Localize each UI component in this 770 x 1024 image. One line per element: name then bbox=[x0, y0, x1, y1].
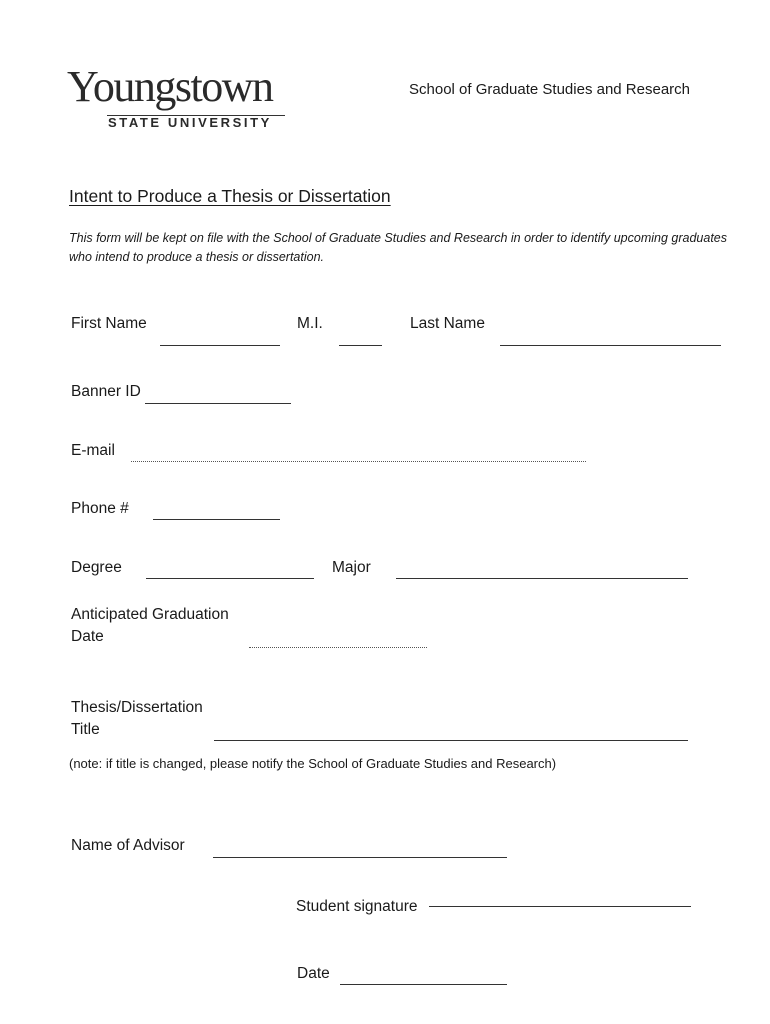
major-label: Major bbox=[332, 559, 371, 576]
first-name-field[interactable] bbox=[160, 345, 280, 346]
email-label: E-mail bbox=[71, 442, 115, 459]
thesis-title-field[interactable] bbox=[214, 740, 688, 741]
advisor-label: Name of Advisor bbox=[71, 837, 185, 854]
graduation-date-label-line1: Anticipated Graduation bbox=[71, 606, 229, 623]
last-name-label: Last Name bbox=[410, 315, 485, 332]
university-logo-wordmark: Youngstown bbox=[67, 62, 273, 111]
degree-field[interactable] bbox=[146, 578, 314, 579]
form-title: Intent to Produce a Thesis or Dissertation bbox=[69, 186, 391, 206]
graduation-date-label-line2: Date bbox=[71, 628, 104, 645]
university-logo-subtitle: STATE UNIVERSITY bbox=[108, 115, 272, 130]
graduation-date-field[interactable] bbox=[249, 647, 427, 648]
signature-label: Student signature bbox=[296, 898, 418, 915]
first-name-label: First Name bbox=[71, 315, 147, 332]
signature-field[interactable] bbox=[429, 906, 691, 907]
school-name: School of Graduate Studies and Research bbox=[409, 81, 691, 98]
thesis-title-label-line2: Title bbox=[71, 721, 100, 738]
last-name-field[interactable] bbox=[500, 345, 721, 346]
banner-id-field[interactable] bbox=[145, 403, 291, 404]
mi-field[interactable] bbox=[339, 345, 382, 346]
advisor-field[interactable] bbox=[213, 857, 507, 858]
banner-id-label: Banner ID bbox=[71, 383, 141, 400]
date-label: Date bbox=[297, 965, 330, 982]
date-field[interactable] bbox=[340, 984, 507, 985]
phone-field[interactable] bbox=[153, 519, 280, 520]
major-field[interactable] bbox=[396, 578, 688, 579]
email-field[interactable] bbox=[131, 461, 586, 462]
thesis-title-label-line1: Thesis/Dissertation bbox=[71, 699, 203, 716]
degree-label: Degree bbox=[71, 559, 122, 576]
phone-label: Phone # bbox=[71, 500, 129, 517]
mi-label: M.I. bbox=[297, 315, 323, 332]
form-intro: This form will be kept on file with the School of Graduate Studies and Research in order to identify upcoming graduates who intend to produce a thesis or dissertation. bbox=[69, 231, 727, 264]
title-change-note: (note: if title is changed, please notify the School of Graduate Studies and Research) bbox=[69, 756, 557, 771]
